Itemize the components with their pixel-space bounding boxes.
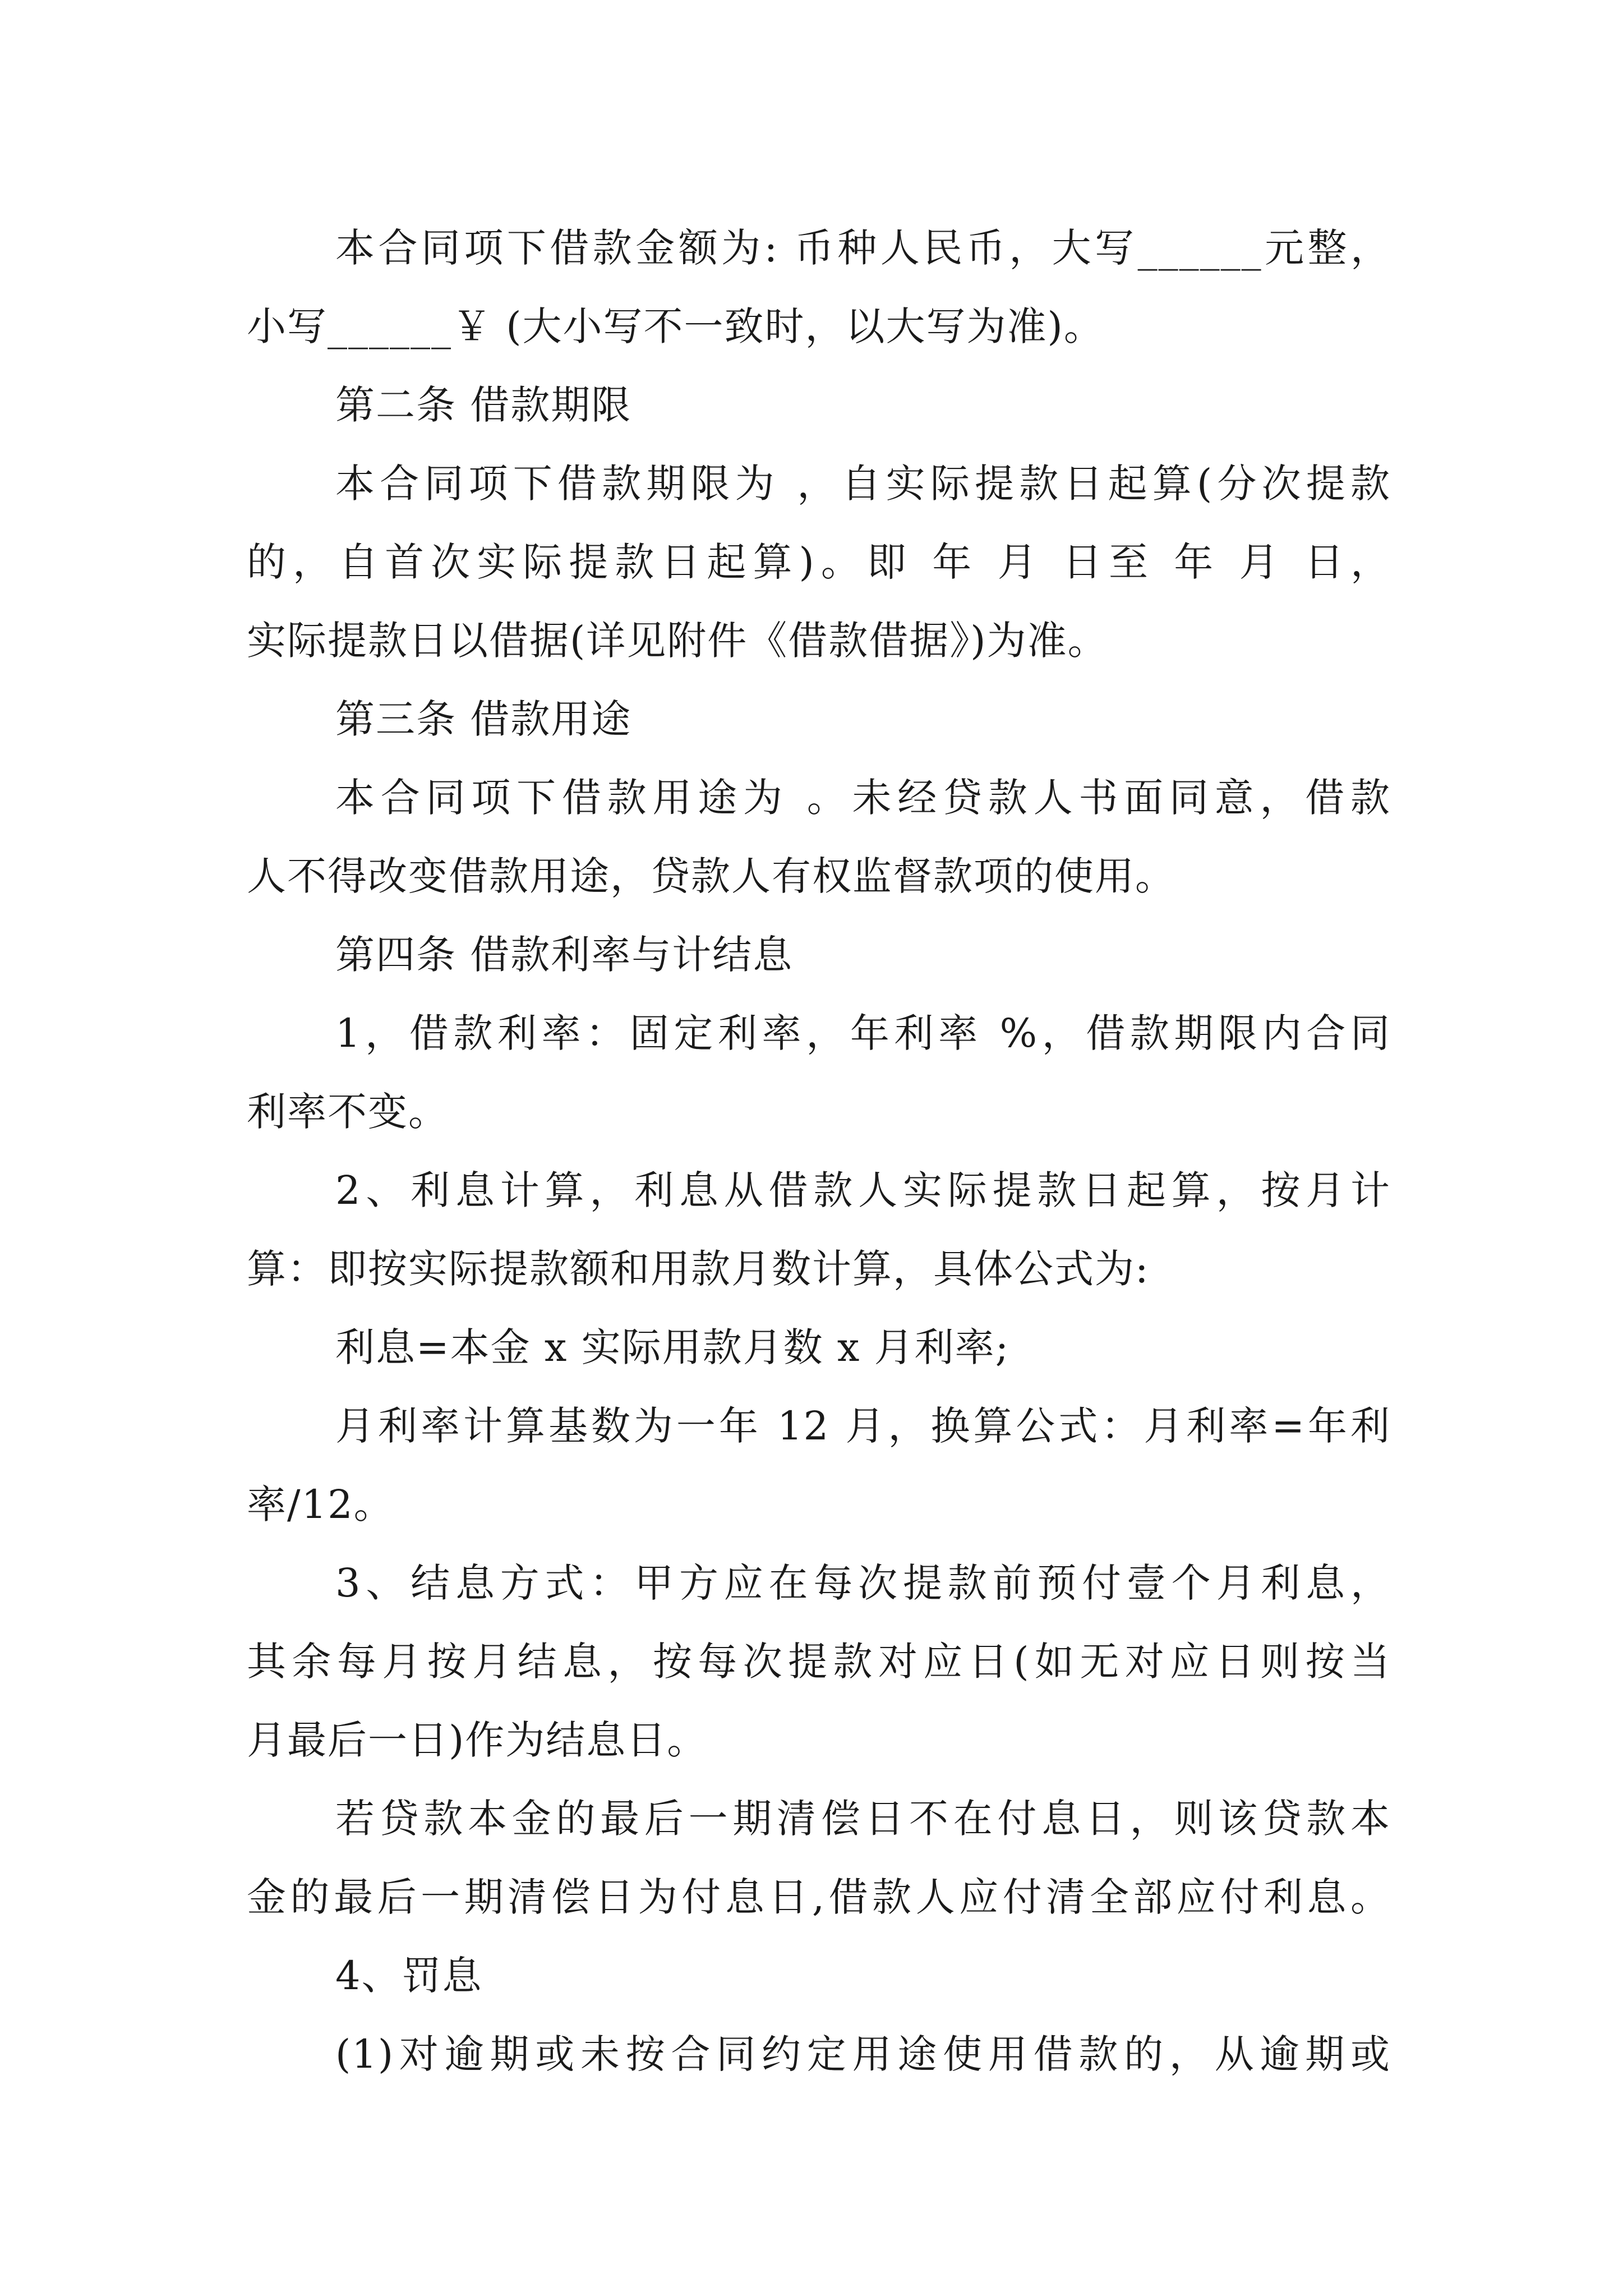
- section-heading: 第三条 借款用途: [335, 696, 632, 742]
- paragraph-line: 实际提款日以借据(详见附件《借款借据》)为准。: [247, 618, 1108, 664]
- paragraph-line: 3、结息方式：甲方应在每次提款前预付壹个月利息，: [335, 1560, 1391, 1606]
- paragraph-line: 本合同项下借款期限为 ，自实际提款日起算(分次提款: [335, 461, 1391, 507]
- paragraph-line: 若贷款本金的最后一期清偿日不在付息日，则该贷款本: [335, 1796, 1391, 1842]
- formula-line: 利息=本金 x 实际用款月数 x 月利率;: [335, 1324, 1010, 1370]
- paragraph-line: 本合同项下借款用途为 。未经贷款人书面同意，借款: [335, 775, 1391, 821]
- paragraph-line: 本合同项下借款金额为: 币种人民币，大写______元整，: [335, 225, 1391, 271]
- paragraph-line: 1，借款利率：固定利率，年利率 %，借款期限内合同: [335, 1010, 1391, 1056]
- paragraph-line: 的，自首次实际提款日起算)。即 年 月 日至 年 月 日，: [247, 539, 1391, 585]
- paragraph-line: 金的最后一期清偿日为付息日,借款人应付清全部应付利息。: [247, 1874, 1391, 1920]
- paragraph-line: 其余每月按月结息，按每次提款对应日(如无对应日则按当: [247, 1639, 1391, 1685]
- paragraph-line: 人不得改变借款用途，贷款人有权监督款项的使用。: [247, 853, 1175, 899]
- section-heading: 第二条 借款期限: [335, 382, 632, 428]
- paragraph-line: 2、利息计算，利息从借款人实际提款日起算，按月计: [335, 1167, 1391, 1213]
- paragraph-line: 算：即按实际提款额和用款月数计算，具体公式为:: [247, 1246, 1150, 1292]
- paragraph-line: 利率不变。: [247, 1089, 449, 1135]
- paragraph-line: 月利率计算基数为一年 12 月，换算公式：月利率=年利: [335, 1403, 1391, 1449]
- section-heading: 第四条 借款利率与计结息: [335, 932, 794, 978]
- paragraph-line: (1)对逾期或未按合同约定用途使用借款的，从逾期或: [335, 2031, 1391, 2077]
- section-heading: 4、罚息: [335, 1953, 483, 1999]
- paragraph-line: 率/12。: [247, 1481, 394, 1527]
- paragraph-line: 月最后一日)作为结息日。: [247, 1717, 708, 1763]
- paragraph-line: 小写______￥ (大小写不一致时，以大写为准)。: [247, 303, 1104, 349]
